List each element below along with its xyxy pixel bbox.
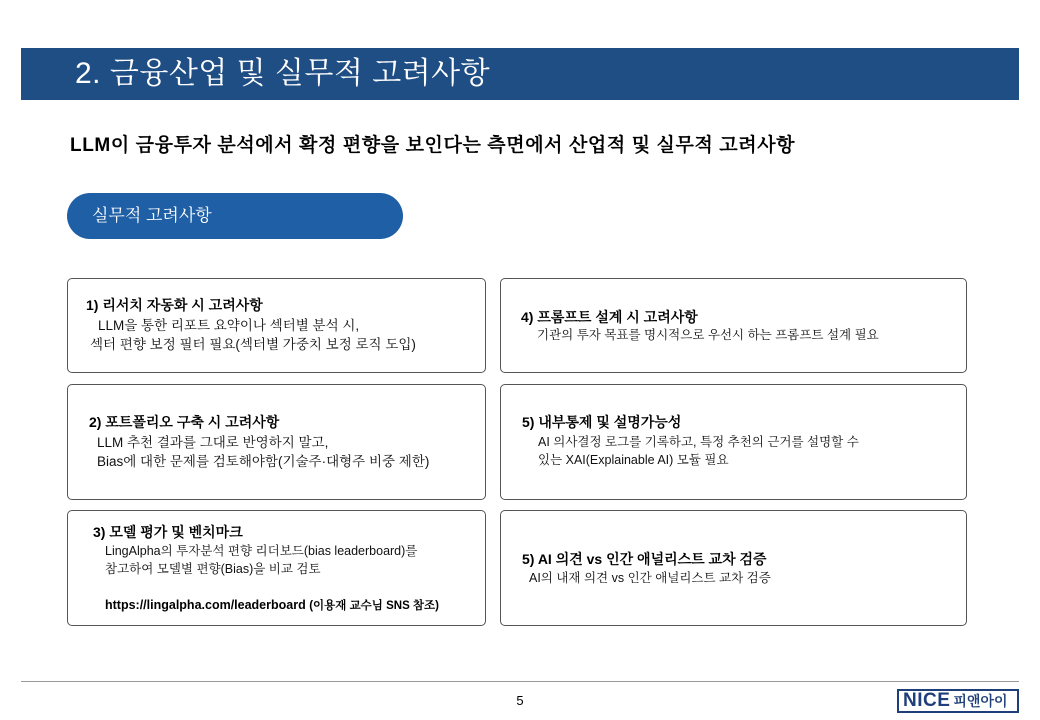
card-title: 5) AI 의견 vs 인간 애널리스트 교차 검증 bbox=[522, 551, 767, 567]
card-line: 참고하여 모델별 편향(Bias)을 비교 검토 bbox=[105, 562, 321, 576]
page-number: 5 bbox=[516, 693, 524, 708]
card-portfolio-construction bbox=[67, 384, 486, 500]
card-title: 4) 프롬프트 설계 시 고려사항 bbox=[521, 309, 698, 325]
card-line: 섹터 편향 보정 필터 필요(섹터별 가중치 보정 로직 도입) bbox=[90, 337, 416, 352]
section-pill-label: 실무적 고려사항 bbox=[92, 206, 212, 225]
card-title: 1) 리서치 자동화 시 고려사항 bbox=[86, 297, 263, 313]
card-line: 있는 XAI(Explainable AI) 모듈 필요 bbox=[538, 453, 729, 467]
card-cross-validation bbox=[500, 510, 967, 626]
card-internal-control bbox=[500, 384, 967, 500]
link-note: (이용재 교수님 SNS 참조) bbox=[309, 600, 439, 612]
card-research-automation bbox=[67, 278, 486, 373]
leaderboard-link-line bbox=[105, 597, 439, 613]
company-logo bbox=[897, 689, 1019, 713]
card-line: 기관의 투자 목표를 명시적으로 우선시 하는 프롬프트 설계 필요 bbox=[537, 328, 879, 342]
card-line: AI 의사결정 로그를 기록하고, 특정 추천의 근거를 설명할 수 bbox=[538, 435, 859, 449]
card-prompt-design bbox=[500, 278, 967, 373]
card-model-evaluation bbox=[67, 510, 486, 626]
card-line: AI의 내재 의견 vs 인간 애널리스트 교차 검증 bbox=[529, 571, 771, 585]
logo-korean-text: 피앤아이 bbox=[953, 693, 1008, 709]
card-title: 2) 포트폴리오 구축 시 고려사항 bbox=[89, 414, 280, 430]
page-subtitle: LLM이 금융투자 분석에서 확정 편향을 보인다는 측면에서 산업적 및 실무적 고려사항 bbox=[70, 135, 796, 156]
leaderboard-link[interactable]: https://lingalpha.com/leaderboard bbox=[105, 598, 306, 612]
card-title: 5) 내부통제 및 설명가능성 bbox=[522, 414, 682, 430]
card-line: LLM 추천 결과를 그대로 반영하지 말고, bbox=[97, 435, 329, 450]
section-pill bbox=[67, 193, 403, 239]
card-line: LingAlpha의 투자분석 편향 리더보드(bias leaderboard)를 bbox=[105, 544, 418, 558]
page-title: 2. 금융산업 및 실무적 고려사항 bbox=[75, 57, 491, 90]
logo-nice-text: NICE bbox=[903, 690, 951, 711]
title-bar bbox=[21, 48, 1019, 100]
card-title: 3) 모델 평가 및 벤치마크 bbox=[93, 524, 243, 540]
card-line: LLM을 통한 리포트 요약이나 섹터별 분석 시, bbox=[98, 318, 360, 333]
card-line: Bias에 대한 문제를 검토해야함(기술주·대형주 비중 제한) bbox=[97, 454, 430, 469]
footer-divider bbox=[21, 681, 1019, 682]
